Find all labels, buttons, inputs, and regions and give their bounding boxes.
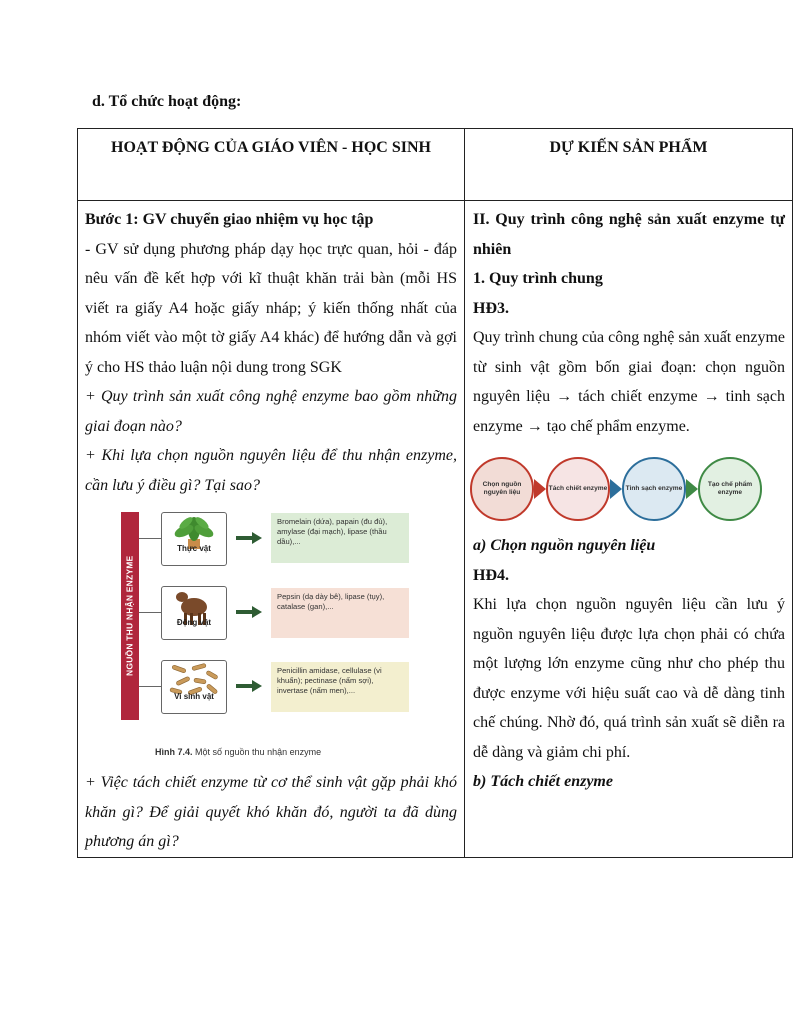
heading-II: II. Quy trình công nghệ sản xuất enzyme tự nhiên bbox=[473, 211, 785, 258]
teacher-student-activity-cell bbox=[78, 201, 465, 858]
source-microbe bbox=[161, 660, 227, 714]
activity-table bbox=[77, 128, 793, 858]
source-label: Động vật bbox=[176, 617, 212, 627]
process-arrow-icon bbox=[686, 479, 698, 499]
figure-caption-number: Hình 7.4. bbox=[155, 747, 193, 757]
expected-product-cell bbox=[465, 201, 793, 858]
header-right: DỰ KIẾN SẢN PHẨM bbox=[465, 129, 793, 201]
question-1: + Quy trình sản xuất công nghệ enzyme bao gồm những giai đoạn nào? bbox=[85, 388, 457, 435]
source-plant bbox=[161, 512, 227, 566]
source-label: Vi sinh vật bbox=[174, 691, 214, 701]
source-enzyme-box: Pepsin (dạ dày bê), lipase (tụy), catalase (gan),... bbox=[271, 588, 409, 638]
hd4-label: HĐ4. bbox=[473, 566, 509, 584]
bracket-line bbox=[139, 686, 161, 687]
question-2: + Khi lựa chọn nguồn nguyên liệu để thu nhận enzyme, cần lưu ý điều gì? Tại sao? bbox=[85, 447, 457, 494]
hd3-paragraph: Quy trình chung của công nghệ sản xuất enzyme từ sinh vật gồm bốn giai đoạn: chọn nguồn nguyên liệu → tách chiết enzyme → tinh sạch enzyme → tạo chế phẩm enzyme. bbox=[473, 329, 785, 435]
source-enzyme-box: Penicillin amidase, cellulase (vi khuẩn); pectinase (nấm sợi), invertase (nấm men),... bbox=[271, 662, 409, 712]
vertical-label: NGUỒN THU NHẬN ENZYME bbox=[124, 555, 135, 677]
arrow-right-icon bbox=[236, 532, 262, 544]
header-left: HOẠT ĐỘNG CỦA GIÁO VIÊN - HỌC SINH bbox=[78, 129, 465, 201]
process-diagram bbox=[468, 451, 765, 523]
process-arrow-icon bbox=[610, 479, 622, 499]
source-enzyme-box: Bromelain (dứa), papain (đu đủ), amylase (đại mạch), lipase (thầu dầu),... bbox=[271, 513, 409, 563]
hd3-label: HĐ3. bbox=[473, 299, 509, 317]
table-body-row bbox=[78, 201, 793, 858]
process-arrow-icon bbox=[534, 479, 546, 499]
source-label: Thực vật bbox=[177, 543, 211, 553]
section-title: d. Tổ chức hoạt động: bbox=[92, 93, 242, 110]
process-step-2: Tách chiết enzyme bbox=[546, 457, 610, 521]
table-header-row bbox=[78, 129, 793, 201]
hd4-paragraph: Khi lựa chọn nguồn nguyên liệu cần lưu ý nguồn nguyên liệu được lựa chọn phải có chứa một lượng lớn enzyme cũng như cho phép thu được enzyme với hiệu suất cao và dễ dàng tinh chế chúng. Nhờ đó, quá trình sản xuất sẽ diễn ra dễ dàng và giảm chi phí. bbox=[473, 596, 785, 761]
teaching-method-paragraph: - GV sử dụng phương pháp dạy học trực quan, hỏi - đáp nêu vấn đề kết hợp với kĩ thuật khăn trải bàn (mỗi HS viết ra giấy A4 hoặc giấy nháp; ý kiến thống nhất của nhóm viết vào một tờ giấy A4 khác) để hướng dẫn và gợi ý cho HS thảo luận nội dung trong SGK bbox=[85, 240, 457, 376]
question-3: + Việc tách chiết enzyme từ cơ thể sinh vật gặp phải khó khăn gì? Để giải quyết khó khăn đó, người ta đã dùng phương án gì? bbox=[85, 774, 457, 850]
enzyme-sources-figure bbox=[111, 506, 411, 768]
source-animal bbox=[161, 586, 227, 640]
heading-1: 1. Quy trình chung bbox=[473, 270, 603, 287]
heading-a: a) Chọn nguồn nguyên liệu bbox=[473, 537, 656, 554]
arrow-right-icon bbox=[236, 680, 262, 692]
process-step-3: Tinh sạch enzyme bbox=[622, 457, 686, 521]
arrow-right-icon bbox=[236, 606, 262, 618]
figure-caption-text: Một số nguồn thu nhận enzyme bbox=[192, 747, 322, 757]
step-1-heading: Bước 1: GV chuyển giao nhiệm vụ học tập bbox=[85, 211, 374, 228]
bracket-line bbox=[139, 538, 161, 539]
figure-caption bbox=[155, 738, 321, 768]
heading-b: b) Tách chiết enzyme bbox=[473, 773, 613, 790]
process-step-4: Tạo chế phẩm enzyme bbox=[698, 457, 762, 521]
process-step-1: Chọn nguồn nguyên liệu bbox=[470, 457, 534, 521]
bracket-line bbox=[139, 612, 161, 613]
